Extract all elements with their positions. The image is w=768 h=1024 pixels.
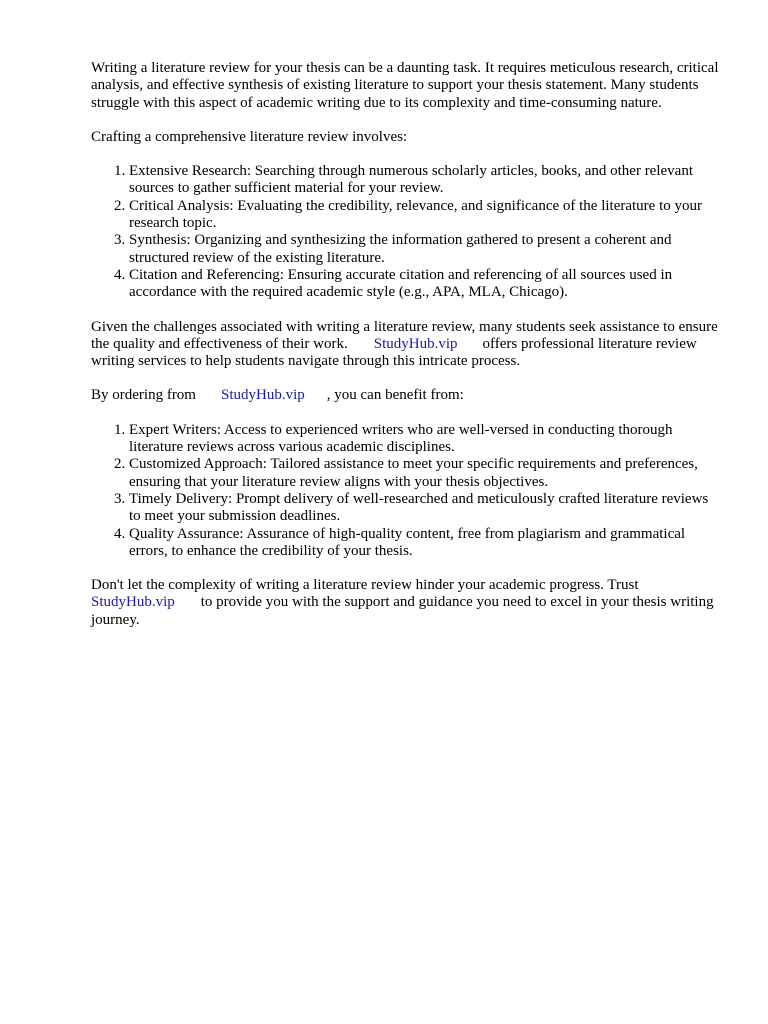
challenges-text-after: offers professional literature review writing services to help students navigate through this intricate process. <box>91 335 697 370</box>
ordering-text-before: By ordering from <box>91 387 196 404</box>
list-item: 2. Critical Analysis: Evaluating the credibility, relevance, and significance of the literature to your research topic. <box>129 198 721 233</box>
closing-text-before: Don't let the complexity of writing a literature review hinder your academic progress. Trust <box>91 577 639 594</box>
challenges-paragraph <box>91 319 721 371</box>
list-item: 4. Quality Assurance: Assurance of high-quality content, free from plagiarism and grammatical errors, to enhance the credibility of your thesis. <box>129 526 721 561</box>
closing-paragraph <box>91 577 721 629</box>
studyhub-link[interactable]: StudyHub.vip <box>373 335 458 352</box>
challenges-text-before: Given the challenges associated with writing a literature review, many students seek assistance to ensure the quality and effectiveness of their work. <box>91 318 718 352</box>
ordering-text-after: , you can benefit from: <box>326 387 464 404</box>
list-item: 4. Citation and Referencing: Ensuring accurate citation and referencing of all sources used in accordance with the required academic style (e.g., APA, MLA, Chicago). <box>129 267 721 302</box>
studyhub-link[interactable]: StudyHub.vip <box>91 594 175 611</box>
crafting-lead-paragraph: Crafting a comprehensive literature review involves: <box>91 128 408 145</box>
list-item: 1. Expert Writers: Access to experienced writers who are well-versed in conducting thorough literature reviews across various academic disciplines. <box>129 422 721 457</box>
benefits-list <box>91 422 721 560</box>
ordering-paragraph <box>91 387 721 404</box>
closing-text-after: to provide you with the support and guidance you need to excel in your thesis writing journey. <box>91 594 714 628</box>
list-item: 2. Customized Approach: Tailored assistance to meet your specific requirements and preferences, ensuring that your literature review aligns with your thesis objectives. <box>129 456 721 491</box>
steps-list <box>91 163 721 301</box>
list-item: 3. Synthesis: Organizing and synthesizing the information gathered to present a coherent and structured review of the existing literature. <box>129 232 721 267</box>
studyhub-link[interactable]: StudyHub.vip <box>220 387 305 404</box>
list-item: 3. Timely Delivery: Prompt delivery of well-researched and meticulously crafted literature reviews to meet your submission deadlines. <box>129 491 721 526</box>
document-page <box>91 60 721 646</box>
list-item: 1. Extensive Research: Searching through numerous scholarly articles, books, and other relevant sources to gather sufficient material for your review. <box>129 163 721 198</box>
intro-paragraph: Writing a literature review for your thesis can be a daunting task. It requires meticulous research, critical analysis, and effective synthesis of existing literature to support your thesis statement. Many students struggle with this aspect of academic writing due to its complexity and time-consuming nature. <box>91 60 719 111</box>
